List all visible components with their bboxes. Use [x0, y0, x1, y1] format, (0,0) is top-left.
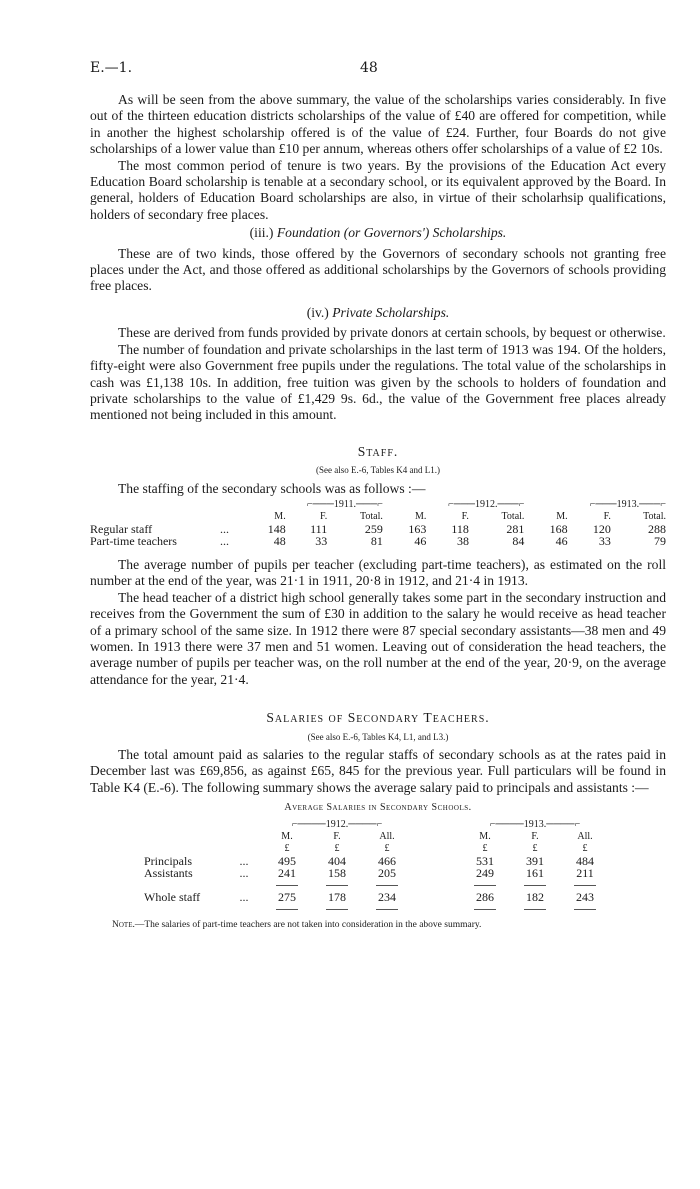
- table-cell: 531: [476, 853, 494, 868]
- section-subheading: [90, 305, 666, 321]
- table-rule: [326, 885, 348, 886]
- page-number: 48: [360, 60, 378, 76]
- table-cell: 38: [456, 533, 469, 548]
- table-cell: 168: [549, 521, 568, 536]
- table-cell: 33: [315, 533, 328, 548]
- column-header: Total.: [501, 510, 525, 522]
- unit-label: £: [334, 842, 340, 854]
- row-label: Principals: [144, 853, 192, 868]
- unit-label: £: [384, 842, 390, 854]
- table-row: [90, 535, 666, 547]
- table-cell: 275: [278, 889, 296, 904]
- salary-table-title: Average Salaries in Secondary Schools.: [284, 802, 472, 814]
- column-header: F.: [603, 510, 611, 522]
- table-rule: [474, 909, 496, 910]
- staff-reference: (See also E.-6, Tables K4 and L1.): [316, 465, 440, 476]
- unit-label: £: [582, 842, 588, 854]
- column-header: M.: [415, 510, 427, 522]
- subheading-title: Foundation (or Governors') Scholarships.: [276, 225, 507, 241]
- paragraph: These are of two kinds, those offered by the Governors of secondary schools not granting free places under the Act, and those offered as additional scholarships by the Governors of schools providing free places.: [90, 245, 666, 294]
- column-header: F.: [319, 510, 328, 522]
- table-rule: [524, 909, 546, 910]
- table-cell: 281: [506, 521, 525, 536]
- paragraph: The head teacher of a district high school generally takes some part in the secondary instruction and receives from the Government the sum of £30 in addition to the salary he would receive as head teacher of a primary school of the same size. In 1912 there were 87 special secondary assistants—38 men and 49 women. In 1913 there were 37 men and 51 women. Leaving out of consideration the head teachers, the average number of pupils per teacher was, on the roll number at the end of the year, 20·9, on the average attendance for the year, 21·4.: [90, 589, 666, 687]
- column-header: Total.: [359, 510, 383, 522]
- table-cell: 84: [512, 533, 525, 548]
- staff-year-row: [90, 499, 666, 511]
- table-cell: 259: [364, 521, 383, 536]
- year-header: ⌐───1912.───⌐: [448, 498, 525, 510]
- salaries-reference: (See also E.-6, Tables K4, L1, and L3.): [307, 731, 449, 742]
- rule-row: [140, 879, 610, 891]
- table-cell: 484: [576, 853, 594, 868]
- table-rule: [524, 885, 546, 886]
- unit-label: £: [532, 842, 538, 854]
- table-cell: 81: [370, 533, 383, 548]
- staff-table: [90, 499, 666, 547]
- column-header: M.: [479, 830, 491, 842]
- table-rule: [276, 909, 298, 910]
- salary-year-row: [140, 819, 610, 831]
- table-cell: 495: [278, 853, 296, 868]
- paragraph: These are derived from funds provided by private donors at certain schools, by bequest or otherwise.: [118, 325, 666, 341]
- column-header: F.: [461, 510, 469, 522]
- table-cell: 243: [576, 889, 594, 904]
- rule-row: [140, 903, 610, 915]
- table-cell: 161: [526, 865, 544, 880]
- table-rule: [574, 885, 596, 886]
- column-header: M.: [274, 510, 286, 522]
- body-text: [90, 92, 666, 933]
- row-label: Assistants: [144, 865, 193, 880]
- leader-dots: ...: [239, 889, 249, 904]
- paragraph: As will be seen from the above summary, the value of the scholarships varies considerably. In five out of the thirteen education districts scholarships of the value of £40 are offered for competition, while in another the highest scholarship offered is of the value of £24. Further, four Boards do not give scholarships of a lower value than £10 per annum, whereas others offer scholarships of a value of £2 10s.: [90, 92, 666, 157]
- column-header: M.: [556, 510, 568, 522]
- table-cell: 163: [408, 521, 427, 536]
- table-cell: 182: [526, 889, 544, 904]
- salary-table: [140, 819, 610, 915]
- row-label: Whole staff: [144, 889, 201, 904]
- table-cell: 404: [328, 853, 346, 868]
- year-header: ⌐───1913.───⌐: [589, 498, 666, 510]
- table-cell: 118: [451, 521, 469, 536]
- salaries-heading: Salaries of Secondary Teachers.: [266, 710, 490, 726]
- column-header: Total.: [643, 510, 666, 522]
- table-rule: [276, 885, 298, 886]
- staff-heading: Staff.: [357, 443, 399, 459]
- note-label: Note.: [112, 919, 135, 930]
- table-cell: 391: [526, 853, 544, 868]
- table-cell: 288: [648, 521, 666, 536]
- year-header: ⌐────1912.────⌐: [291, 818, 383, 830]
- table-rule: [376, 885, 398, 886]
- table-cell: 48: [273, 533, 286, 548]
- unit-label: £: [284, 842, 290, 854]
- table-cell: 241: [278, 865, 296, 880]
- unit-label: £: [482, 842, 488, 854]
- table-cell: 148: [267, 521, 286, 536]
- table-rule: [574, 909, 596, 910]
- table-cell: 46: [414, 533, 427, 548]
- leader-dots: ...: [239, 865, 249, 880]
- column-header: All.: [379, 830, 395, 842]
- table-cell: 234: [378, 889, 396, 904]
- paragraph: The number of foundation and private scholarships in the last term of 1913 was 194. Of the holders, fifty-eight were also Government free pupils under the regulations. The total value of the scholarships in cash was £1,138 10s. In addition, free tuition was given by the schools to holders of foundation and private scholarships to the value of £1,429 9s. 6d., the value of the Government free places already mentioned not being included in this amount.: [90, 341, 666, 423]
- leader-dots: ...: [220, 521, 229, 536]
- table-cell: 211: [576, 865, 594, 880]
- paragraph: The most common period of tenure is two years. By the provisions of the Education Act every Education Board scholarship is tenable at a secondary school, or its equivalent approved by the Board. In general, holders of Education Board scholarships are also, in virtue of their scholarhsip qualifications, holders of secondary free places.: [90, 157, 666, 222]
- column-header: F.: [531, 830, 539, 842]
- table-cell: 33: [598, 533, 611, 548]
- subheading-number: (iv.): [306, 304, 329, 320]
- table-cell: 158: [328, 865, 346, 880]
- table-row: [140, 855, 610, 867]
- paragraph: The total amount paid as salaries to the regular staffs of secondary schools as at the rates paid in December last was £69,856, as against £65, 845 for the previous year. Full particulars will be found in Table K4 (E.-6). The following summary shows the average salary paid to principals and assistants :—: [90, 747, 666, 795]
- table-cell: 249: [476, 865, 494, 880]
- table-row: [140, 867, 610, 879]
- table-note: [90, 917, 666, 933]
- table-cell: 286: [476, 889, 494, 904]
- subheading-title: Private Scholarships.: [332, 304, 450, 320]
- table-cell: 205: [378, 865, 396, 880]
- paragraph: The staffing of the secondary schools was as follows :—: [118, 480, 426, 496]
- paragraph: The average number of pupils per teacher (excluding part-time teachers), as estimated on the roll number at the end of the year, was 21·1 in 1911, 20·8 in 1912, and 21·4 in 1913.: [90, 556, 666, 589]
- salary-column-header-row: [140, 831, 610, 843]
- leader-dots: ...: [239, 853, 249, 868]
- subheading-number: (iii.): [249, 225, 274, 241]
- table-cell: 46: [555, 533, 568, 548]
- column-header: F.: [333, 830, 341, 842]
- salary-unit-row: [140, 843, 610, 855]
- report-code: E.—1.: [90, 60, 133, 76]
- section-subheading: [90, 225, 666, 241]
- column-header: All.: [577, 830, 593, 842]
- note-text: —The salaries of part-time teachers are not taken into consideration in the above summary.: [134, 919, 482, 930]
- table-cell: 466: [378, 853, 396, 868]
- leader-dots: ...: [220, 533, 229, 548]
- row-label: Part-time teachers: [90, 533, 177, 548]
- table-cell: 111: [310, 521, 328, 536]
- column-header: M.: [281, 830, 293, 842]
- table-rule: [474, 885, 496, 886]
- table-cell: 120: [592, 521, 611, 536]
- row-label: Regular staff: [90, 521, 153, 536]
- total-row: [140, 891, 610, 903]
- table-cell: 178: [328, 889, 346, 904]
- table-cell: 79: [654, 533, 666, 548]
- year-header: ⌐────1913.────⌐: [489, 818, 581, 830]
- table-rule: [326, 909, 348, 910]
- table-rule: [376, 909, 398, 910]
- year-header: ⌐───1911.───⌐: [306, 498, 383, 510]
